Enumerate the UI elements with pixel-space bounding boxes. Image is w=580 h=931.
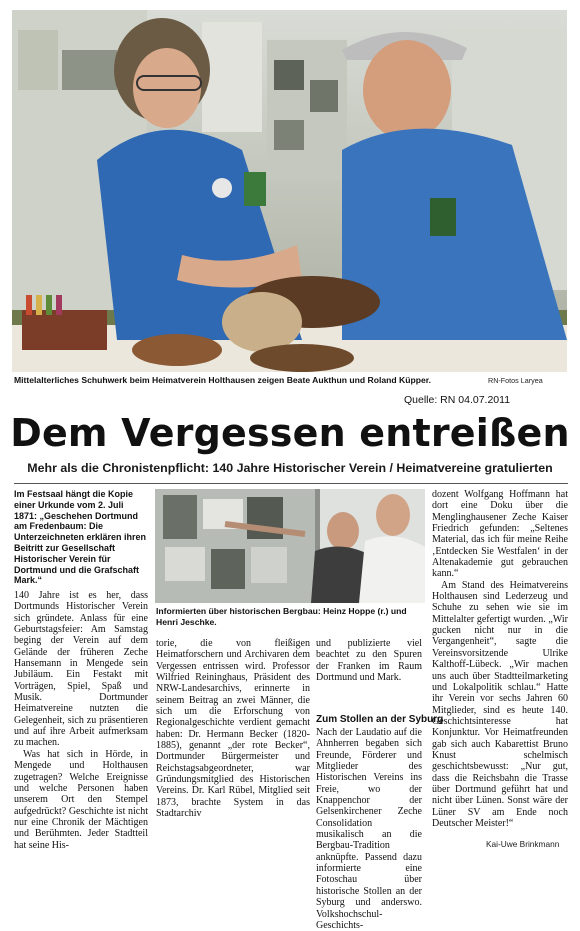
main-photo	[12, 10, 567, 372]
section-subhead: Zum Stollen an der Syburg	[316, 714, 444, 725]
paragraph: Was hat sich in Hörde, in Mengede und Holthausen zugetragen? Welche Ereignisse und welche Personen haben unserem Ort den Stempel aufgedrückt? Geschichte ist nicht nur eine Chronik der Mächtigen und Berühmten. Jeder Stadtteil hat seine His-	[14, 748, 148, 851]
photo-credit: RN-Fotos Laryea	[488, 376, 543, 385]
divider	[14, 483, 568, 484]
paragraph: dozent Wolfgang Hoffmann hat dort eine Doku über die Menglinghausener Zeche Kaiser Friedrich gefunden: „Seltenes Material, das ich für meine Reihe ‚Entdecken Sie Westfalen‘ in der Altenakademie gut gebrauchen kann.“	[432, 489, 568, 580]
column-2	[156, 638, 310, 820]
secondary-photo	[155, 489, 425, 603]
photo-caption: Mittelalterliches Schuhwerk beim Heimatverein Holthausen zeigen Beate Aukthun und Roland Küpper.	[14, 375, 432, 385]
column-3	[316, 638, 422, 683]
column-3-continued	[316, 727, 422, 931]
column-1	[14, 590, 148, 851]
paragraph: Am Stand des Heimatvereins Holthausen sind Lederzeug und Schuhe zu sehen wie sie im Mittelalter gefertigt wurden. „Wir gucken nicht nur in die Vergangenheit“, sagte die Vereinsvorsitzende Ulrike Kalthoff-Lübeck. „Wir machen uns auch über Stadtteilmarketing und Lokalpolitik schlau.“ Hatte ihr Verein vor sechs Jahren 60 Mitglieder, sind es heute 140. Geschichtsinteresse hat Konjunktur. Vor Heimatfreunden gab sich auch Kabarettist Bruno Knust schelmisch geschichtsbewusst: „Nur gut, dass die Reichsbahn die Trasse über Dortmund geführt hat und nicht über Lünen. Sonst wäre der Lüner SV am Ende noch Deutscher Meister!“	[432, 579, 568, 829]
photo2-caption: Informierten über historischen Bergbau: Heinz Hoppe (r.) und Henri Jeschke.	[156, 606, 407, 627]
article-lead: Im Festsaal hängt die Kopie einer Urkunde vom 2. Juli 1871: „Geschehen Dortmund am Fredenbaum: Die Unterzeichneten erklären ihren Beitritt zur Gesellschaft Historischer Verein für Dortmund und die Grafschaft Mark.“	[14, 489, 147, 586]
paragraph: Nach der Laudatio auf die Ahnherren begaben sich Freunde, Förderer und Mitglieder des Historischen Vereins ins Freie, wo der Knappenchor der Gelsenkirchener Zeche Consolidation musikalisch an die Bergbau-Tradition anknüpfte. Passend dazu informierte eine Fotoschau über historische Stollen an der Syburg und anderswo. Volkshochschul-Geschichts-	[316, 727, 422, 931]
headline: Dem Vergessen entreißen	[10, 411, 570, 455]
paragraph: und publizierte viel beachtet zu den Spuren der Franken im Raum Dortmund und Mark.	[316, 638, 422, 684]
paragraph: torie, die von fleißigen Heimatforschern und Archivaren dem Vergessen entrissen wird. Professor Wilfried Reininghaus, Präsident des NRW-Landesarchivs, erinnerte in seinem Beitrag an zwei Männer, die sich um die Erforschung von Regionalgeschichte verdient gemacht haben: Dr. Hermann Becker (1820-1885), genannt „der rote Becker“, Dortmunder Bürgermeister und Reichstagsabgeordneter, war Gründungsmitglied des Historischen Vereins. Dr. Karl Rübel, Mitglied seit 1873, brachte System in das Stadtarchiv	[156, 638, 310, 820]
subheadline: Mehr als die Chronistenpflicht: 140 Jahre Historischer Verein / Heimatvereine gratulierten	[27, 461, 553, 475]
column-4	[432, 489, 568, 829]
author: Kai-Uwe Brinkmann	[486, 839, 560, 849]
source-note: Quelle: RN 04.07.2011	[404, 394, 511, 406]
paragraph: 140 Jahre ist es her, dass Dortmunds Historischer Verein sich gründete. Anlass für eine Geburtstagsfeier: Am Samstag beging der Verein auf dem Gelände der früheren Zeche Hansemann in Mengede sein Jubiläum. Ein Festakt mit Vorträgen, Spiel, Spaß und Musik. Dortmunder Heimatvereine nutzten die Gelegenheit, sich zu präsentieren und auf ihre Arbeit aufmerksam zu machen.	[14, 590, 148, 749]
